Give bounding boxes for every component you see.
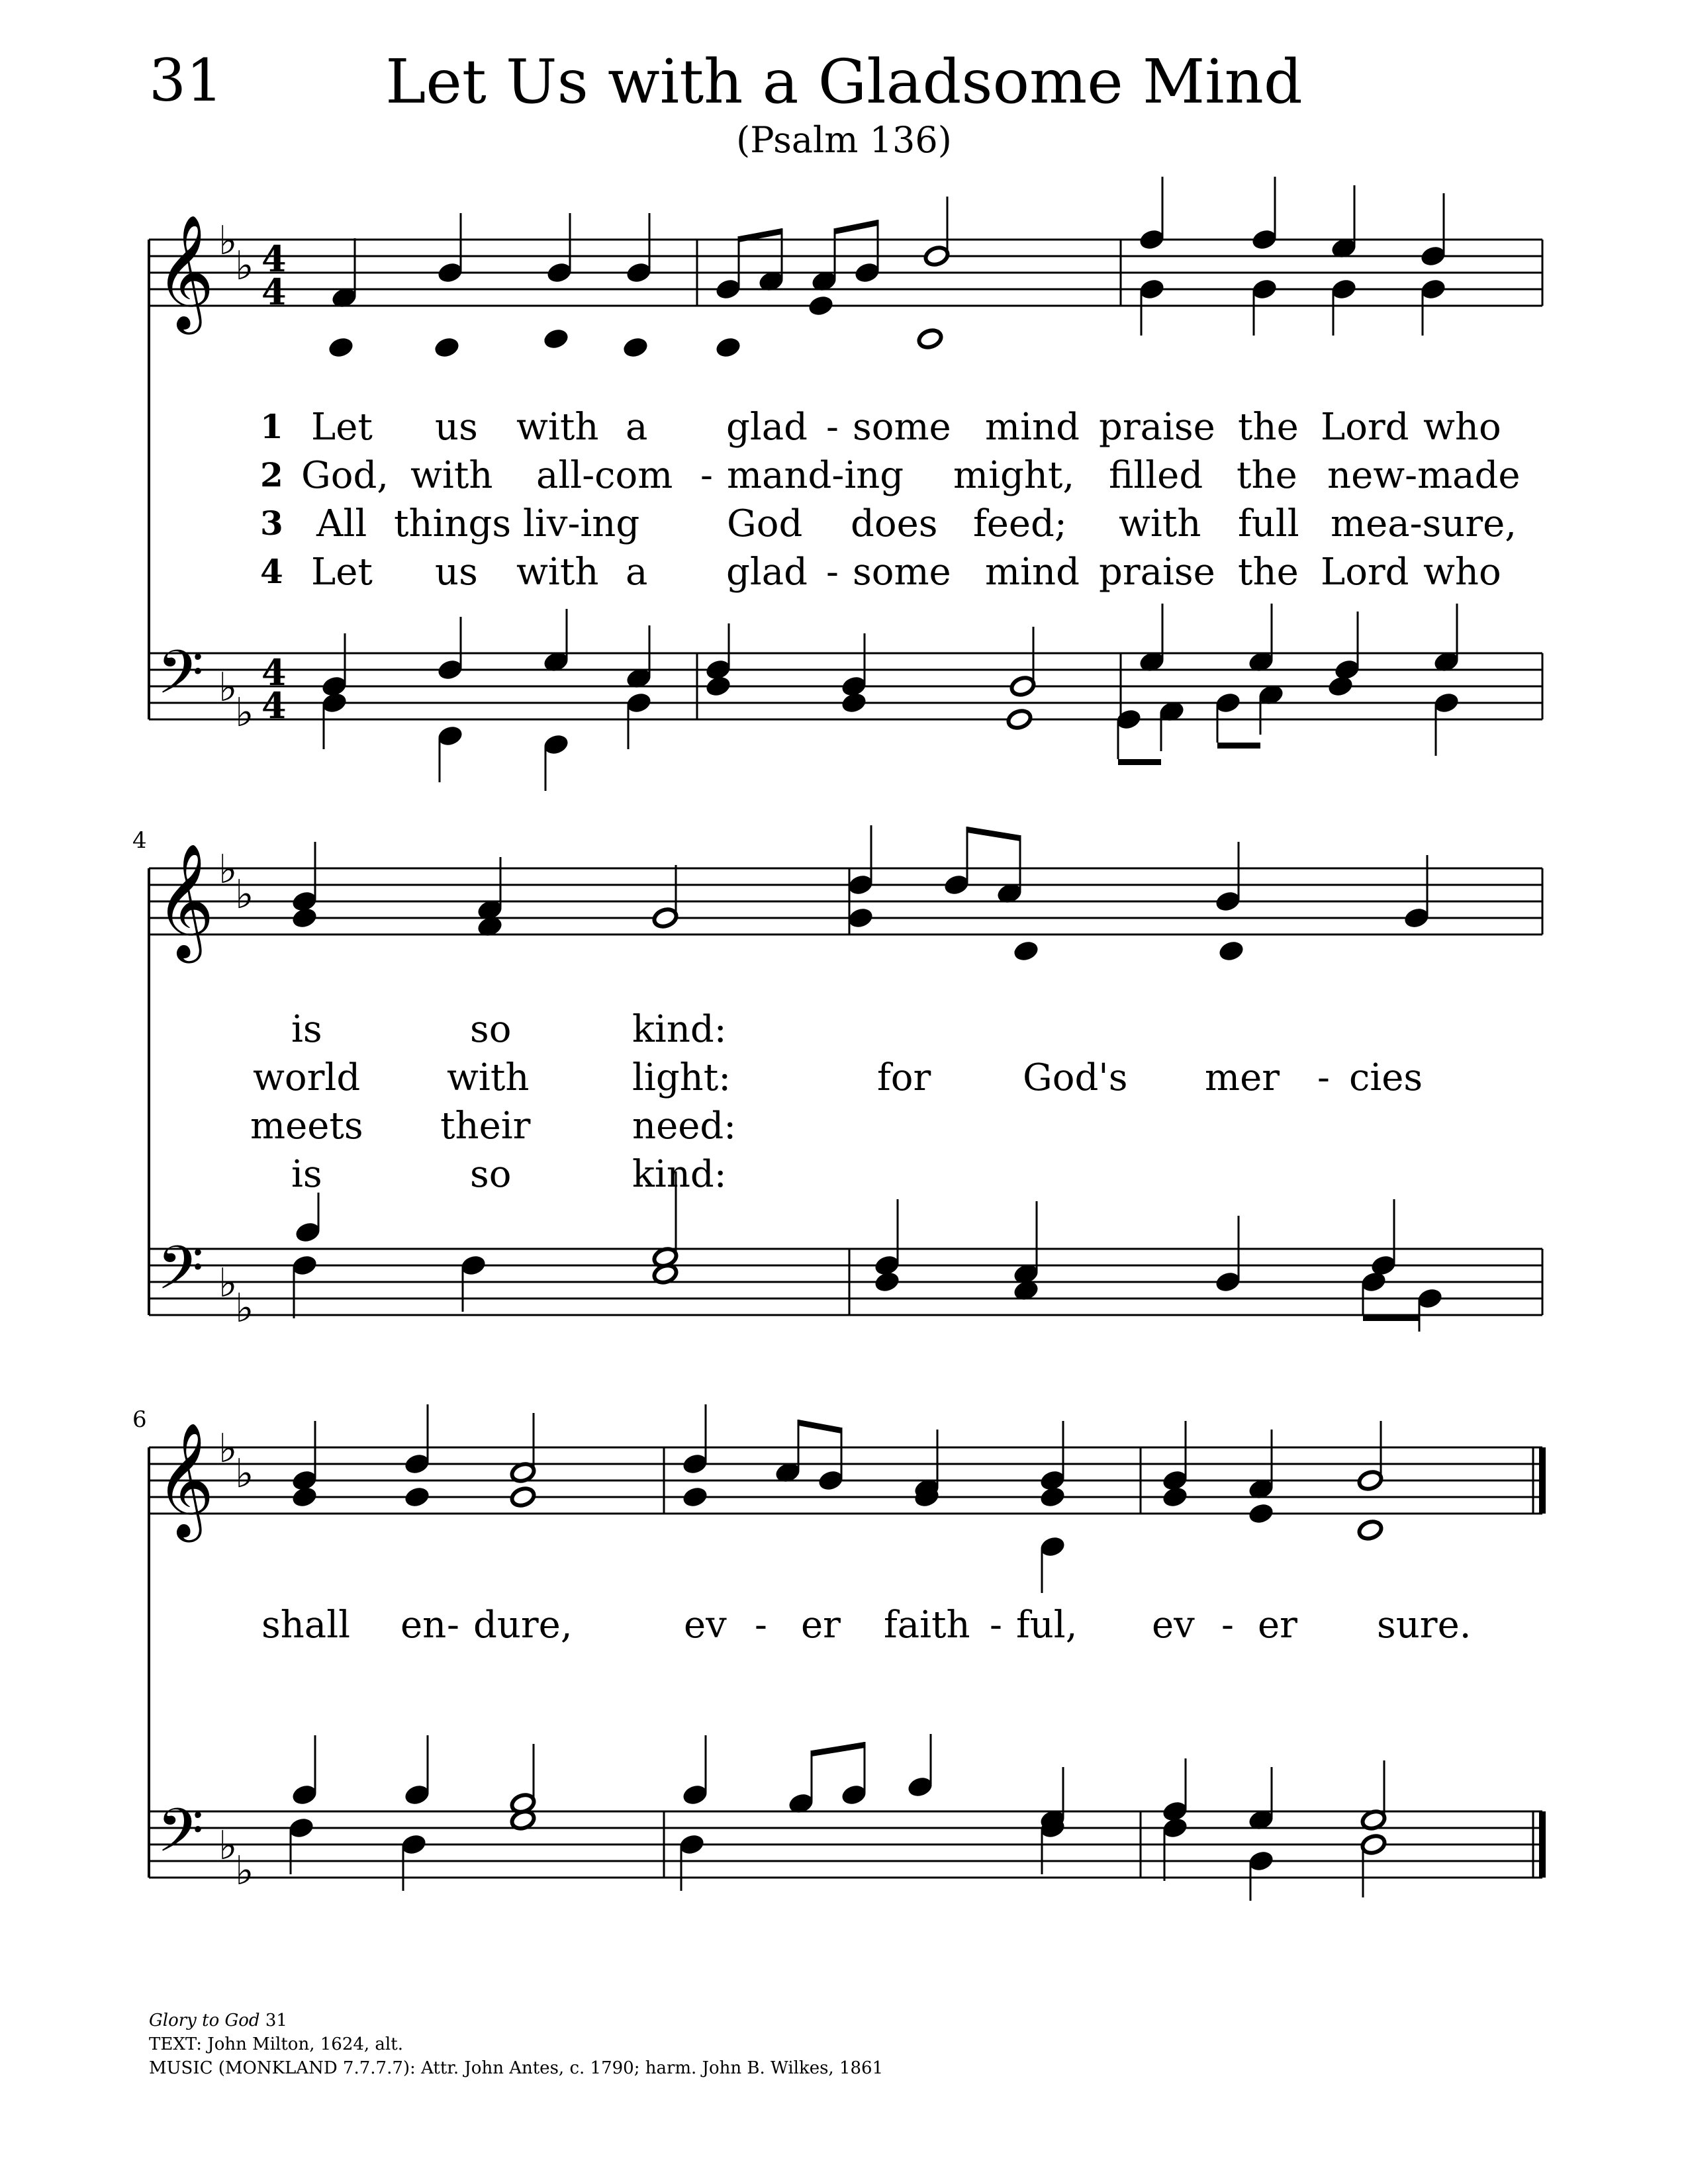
note-head	[437, 261, 463, 284]
note-head	[1248, 1850, 1274, 1872]
lyric-syllable: new-made	[1327, 454, 1521, 497]
verse-number: 4	[260, 552, 283, 591]
lyric-syllable: sure.	[1377, 1604, 1472, 1647]
note-head	[1162, 1486, 1188, 1508]
lyric-syllable: feed;	[973, 502, 1067, 545]
flat-sign: ♭	[235, 1285, 254, 1332]
note-head	[874, 1271, 900, 1293]
note-head	[1251, 228, 1278, 251]
half-note-head	[1009, 675, 1036, 698]
lyric-syllable: the	[1238, 551, 1299, 594]
lyric-syllable: filled	[1109, 454, 1203, 497]
half-note-head	[1357, 1469, 1383, 1492]
lyric-syllable: shall	[261, 1604, 351, 1647]
beam	[812, 1742, 865, 1756]
note-head	[1139, 228, 1165, 251]
lyric-syllable: does	[851, 502, 938, 545]
note-head	[1115, 708, 1142, 731]
lyric-syllable: liv-ing	[523, 502, 640, 545]
note-head	[705, 675, 731, 698]
lyric-syllable: Lord	[1321, 406, 1409, 449]
note-head	[288, 1817, 314, 1839]
lyric-syllable: need:	[632, 1105, 737, 1148]
half-note-head	[1360, 1833, 1387, 1856]
verse-number: 3	[260, 504, 283, 543]
note-head	[1417, 1287, 1443, 1310]
music-credit: MUSIC (MONKLAND 7.7.7.7): Attr. John Antes, c. 1790; harm. John B. Wilkes, 1861	[149, 2058, 884, 2078]
note-head	[1162, 1817, 1188, 1839]
beam	[1217, 743, 1260, 749]
half-note-head	[923, 245, 950, 267]
time-signature-top: 4	[261, 238, 287, 280]
note-head	[907, 1776, 933, 1798]
note-head	[1334, 659, 1360, 681]
flat-sign: ♭	[218, 1823, 238, 1869]
lyric-syllable: God,	[301, 454, 389, 497]
note-head	[808, 295, 834, 317]
note-head	[1218, 940, 1244, 962]
note-head	[404, 1453, 430, 1475]
flat-sign: ♭	[218, 218, 238, 264]
lyric-syllable: their	[440, 1105, 531, 1148]
lyric-syllable: with	[516, 406, 599, 449]
note-head	[1327, 675, 1354, 698]
half-note-head	[652, 907, 679, 929]
lyric-syllable: for	[877, 1056, 931, 1099]
note-head	[291, 1784, 318, 1806]
measure-number: 4	[132, 827, 147, 854]
treble-clef: 𝄞	[156, 1422, 214, 1537]
note-head	[943, 874, 970, 896]
note-head	[400, 1833, 427, 1856]
note-head	[622, 336, 649, 359]
hymn-subtitle: (Psalm 136)	[736, 119, 952, 161]
beam	[1363, 1315, 1419, 1321]
time-signature-top: 4	[261, 651, 287, 694]
measure-number: 6	[132, 1406, 147, 1433]
bass-clef: 𝄢	[157, 1796, 204, 1880]
note-head	[1039, 1535, 1066, 1558]
lyric-syllable: with	[447, 1056, 530, 1099]
lyric-syllable: faith	[884, 1604, 970, 1647]
note-head	[682, 1784, 708, 1806]
lyric-syllable: kind:	[632, 1153, 727, 1196]
text-credit: TEXT: John Milton, 1624, alt.	[149, 2034, 403, 2054]
lyric-syllable: some	[853, 551, 951, 594]
lyric-syllable: er	[801, 1604, 841, 1647]
note-head	[291, 1254, 318, 1277]
hymn-title: Let Us with a Gladsome Mind	[385, 46, 1303, 117]
lyric-syllable: so	[470, 1008, 512, 1051]
bass-clef: 𝄢	[157, 1233, 204, 1318]
note-head	[404, 1486, 430, 1508]
note-head	[1215, 890, 1241, 913]
lyric-syllable: with	[410, 454, 493, 497]
credits	[149, 2009, 883, 2080]
half-note-head	[1357, 1519, 1383, 1541]
source-number: 31	[265, 2011, 287, 2030]
lyric-hyphen: -	[1317, 1056, 1330, 1099]
flat-sign: ♭	[235, 690, 254, 736]
lyric-syllable: some	[853, 406, 951, 449]
lyric-syllable: a	[626, 551, 648, 594]
note-head	[434, 336, 460, 359]
lyric-syllable: who	[1423, 406, 1501, 449]
note-head	[1215, 692, 1241, 714]
lyric-syllable: All	[316, 502, 367, 545]
note-head	[1433, 692, 1460, 714]
lyric-syllable: all-com	[536, 454, 673, 497]
note-head	[682, 1486, 708, 1508]
lyric-hyphen: -	[826, 551, 839, 594]
beam	[1118, 759, 1161, 765]
lyric-syllable: God	[727, 502, 803, 545]
note-head	[437, 725, 463, 747]
source-title: Glory to God	[149, 2011, 260, 2030]
flat-sign: ♭	[235, 243, 254, 289]
lyric-hyphen: -	[826, 406, 839, 449]
beam	[798, 1420, 841, 1433]
half-note-head	[917, 328, 943, 350]
lyric-hyphen: -	[447, 1604, 459, 1647]
note-head	[1251, 278, 1278, 300]
lyric-syllable: is	[291, 1008, 322, 1051]
time-signature-bottom: 4	[261, 271, 287, 313]
note-head	[291, 1486, 318, 1508]
lyric-syllable: the	[1237, 454, 1297, 497]
lyric-syllable: praise	[1099, 406, 1215, 449]
lyric-syllable: ful,	[1016, 1604, 1078, 1647]
beam	[967, 827, 1020, 841]
note-head	[1403, 907, 1430, 929]
note-head	[460, 1254, 487, 1277]
lyric-syllable: a	[626, 406, 648, 449]
note-head	[437, 659, 463, 681]
lyric-syllable: Let	[311, 406, 373, 449]
treble-clef: 𝄞	[156, 843, 214, 958]
note-head	[546, 261, 573, 284]
hymn-number: 31	[149, 46, 223, 114]
lyric-syllable: full	[1238, 502, 1299, 545]
note-head	[818, 1469, 844, 1492]
note-head	[841, 1784, 867, 1806]
note-head	[1039, 1486, 1066, 1508]
lyric-syllable: dure,	[473, 1604, 573, 1647]
note-head	[1420, 245, 1446, 267]
lyric-syllable: kind:	[632, 1008, 727, 1051]
flat-sign: ♭	[218, 664, 238, 711]
note-head	[626, 261, 652, 284]
lyric-syllable: with	[1119, 502, 1201, 545]
lyric-syllable: mer	[1205, 1056, 1280, 1099]
lyric-syllable: us	[435, 406, 478, 449]
lyric-syllable: who	[1423, 551, 1501, 594]
lyric-syllable: mand-ing	[727, 454, 904, 497]
lyric-syllable: ev	[1152, 1604, 1195, 1647]
lyric-syllable: Let	[311, 551, 373, 594]
lyric-hyphen: -	[1221, 1604, 1234, 1647]
lyric-syllable: Lord	[1321, 551, 1409, 594]
note-head	[1215, 1271, 1241, 1293]
treble-clef: 𝄞	[156, 214, 214, 330]
note-head	[1013, 940, 1039, 962]
verse-number: 2	[260, 455, 283, 494]
lyric-syllable: with	[516, 551, 599, 594]
lyric-syllable: us	[435, 551, 478, 594]
lyric-syllable: mind	[985, 406, 1080, 449]
note-head	[715, 336, 741, 359]
lyric-syllable: er	[1258, 1604, 1297, 1647]
flat-sign: ♭	[235, 1848, 254, 1894]
note-head	[626, 692, 652, 714]
note-head	[854, 261, 880, 284]
lyric-hyphen: -	[755, 1604, 767, 1647]
flat-sign: ♭	[235, 1451, 254, 1497]
time-signature-bottom: 4	[261, 684, 287, 727]
note-head	[321, 692, 348, 714]
half-note-head	[510, 1486, 536, 1508]
verse-number: 1	[260, 407, 283, 446]
lyric-syllable: might,	[953, 454, 1075, 497]
note-head	[682, 1453, 708, 1475]
flat-sign: ♭	[235, 872, 254, 918]
note-head	[847, 874, 874, 896]
lyric-syllable: mind	[985, 551, 1080, 594]
lyric-syllable: cies	[1349, 1056, 1423, 1099]
lyric-syllable: en	[400, 1604, 447, 1647]
lyric-syllable: the	[1238, 406, 1299, 449]
lyric-syllable: God's	[1023, 1056, 1128, 1099]
lyric-hyphen: -	[700, 454, 713, 497]
half-note-head	[1006, 708, 1033, 731]
lyric-syllable: so	[470, 1153, 512, 1196]
lyric-syllable: mea-sure,	[1331, 502, 1517, 545]
lyric-syllable: is	[291, 1153, 322, 1196]
note-head	[404, 1784, 430, 1806]
note-head	[543, 733, 569, 756]
note-head	[1420, 278, 1446, 300]
lyric-syllable: glad	[726, 551, 808, 594]
lyric-syllable: ev	[684, 1604, 727, 1647]
lyric-syllable: light:	[632, 1056, 731, 1099]
note-head	[1248, 1502, 1274, 1525]
lyric-syllable: world	[253, 1056, 361, 1099]
note-head	[715, 278, 741, 300]
flat-sign: ♭	[218, 1426, 238, 1472]
note-head	[291, 907, 318, 929]
lyric-syllable: praise	[1099, 551, 1215, 594]
lyric-syllable: glad	[726, 406, 808, 449]
lyric-hyphen: -	[990, 1604, 1002, 1647]
note-head	[847, 907, 874, 929]
beam	[835, 220, 878, 234]
source-line	[149, 2009, 883, 2032]
note-head	[1139, 278, 1165, 300]
note-head	[328, 336, 354, 359]
note-head	[295, 1221, 321, 1244]
note-head	[543, 328, 569, 350]
lyric-syllable: meets	[250, 1105, 363, 1148]
note-head	[1331, 278, 1357, 300]
lyric-syllable: things	[394, 502, 512, 545]
flat-sign: ♭	[218, 1260, 238, 1306]
bass-clef: 𝄢	[157, 637, 204, 722]
flat-sign: ♭	[218, 846, 238, 893]
note-head	[679, 1833, 705, 1856]
note-head	[841, 692, 867, 714]
